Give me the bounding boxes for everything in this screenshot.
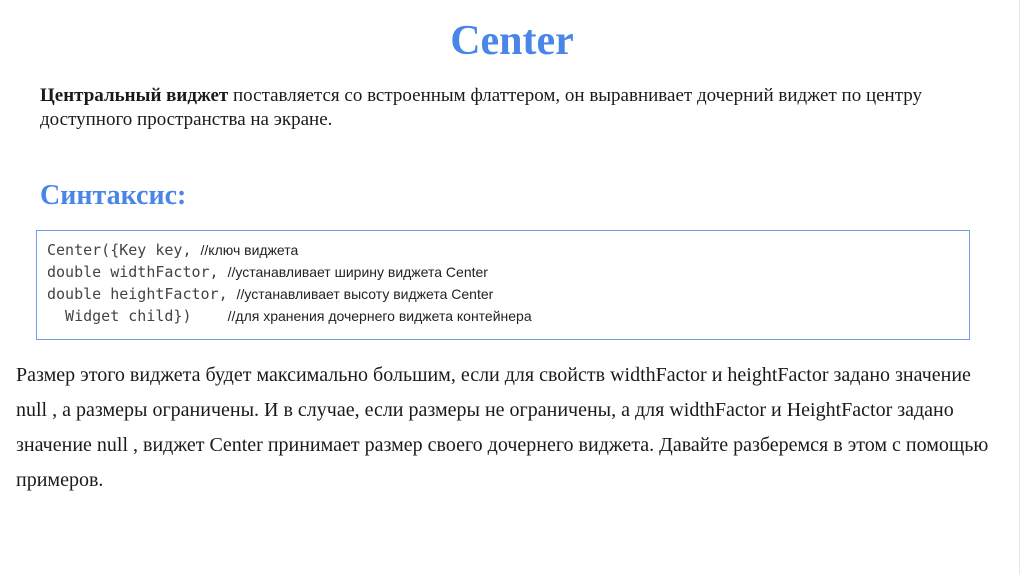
code-line bbox=[47, 283, 959, 305]
code-text: double heightFactor, bbox=[47, 285, 237, 303]
code-line bbox=[47, 261, 959, 283]
code-comment: //устанавливает ширину виджета Center bbox=[227, 264, 488, 280]
code-text: Widget child}) bbox=[47, 307, 228, 325]
code-text: Center({Key key, bbox=[47, 241, 201, 259]
code-comment: //устанавливает высоту виджета Center bbox=[236, 286, 494, 302]
code-comment: //для хранения дочернего виджета контейнера bbox=[227, 308, 532, 324]
slide-edge-divider bbox=[1019, 0, 1020, 574]
body-paragraph: Размер этого виджета будет максимально большим, если для свойств widthFactor и heightFactor задано значение null , а размеры ограничены. И в случае, если размеры не ограничены, а для widthFactor и HeightFactor задано значение null , виджет Center принимает размер своего дочернего виджета. Давайте разберемся в этом с помощью примеров. bbox=[16, 364, 989, 491]
code-block bbox=[36, 230, 970, 340]
code-line bbox=[47, 239, 959, 261]
code-line bbox=[47, 305, 959, 327]
code-text: double widthFactor, bbox=[47, 263, 228, 281]
intro-paragraph bbox=[40, 84, 980, 132]
code-comment: //ключ виджета bbox=[200, 242, 299, 258]
page-title: Center bbox=[450, 18, 574, 64]
intro-bold-term: Центральный виджет bbox=[40, 85, 229, 106]
intro-text: поставляется со встроенным флаттером, он выравнивает дочерний виджет по центру доступного пространства на экране. bbox=[40, 85, 922, 130]
syntax-heading: Синтаксис: bbox=[40, 180, 187, 211]
